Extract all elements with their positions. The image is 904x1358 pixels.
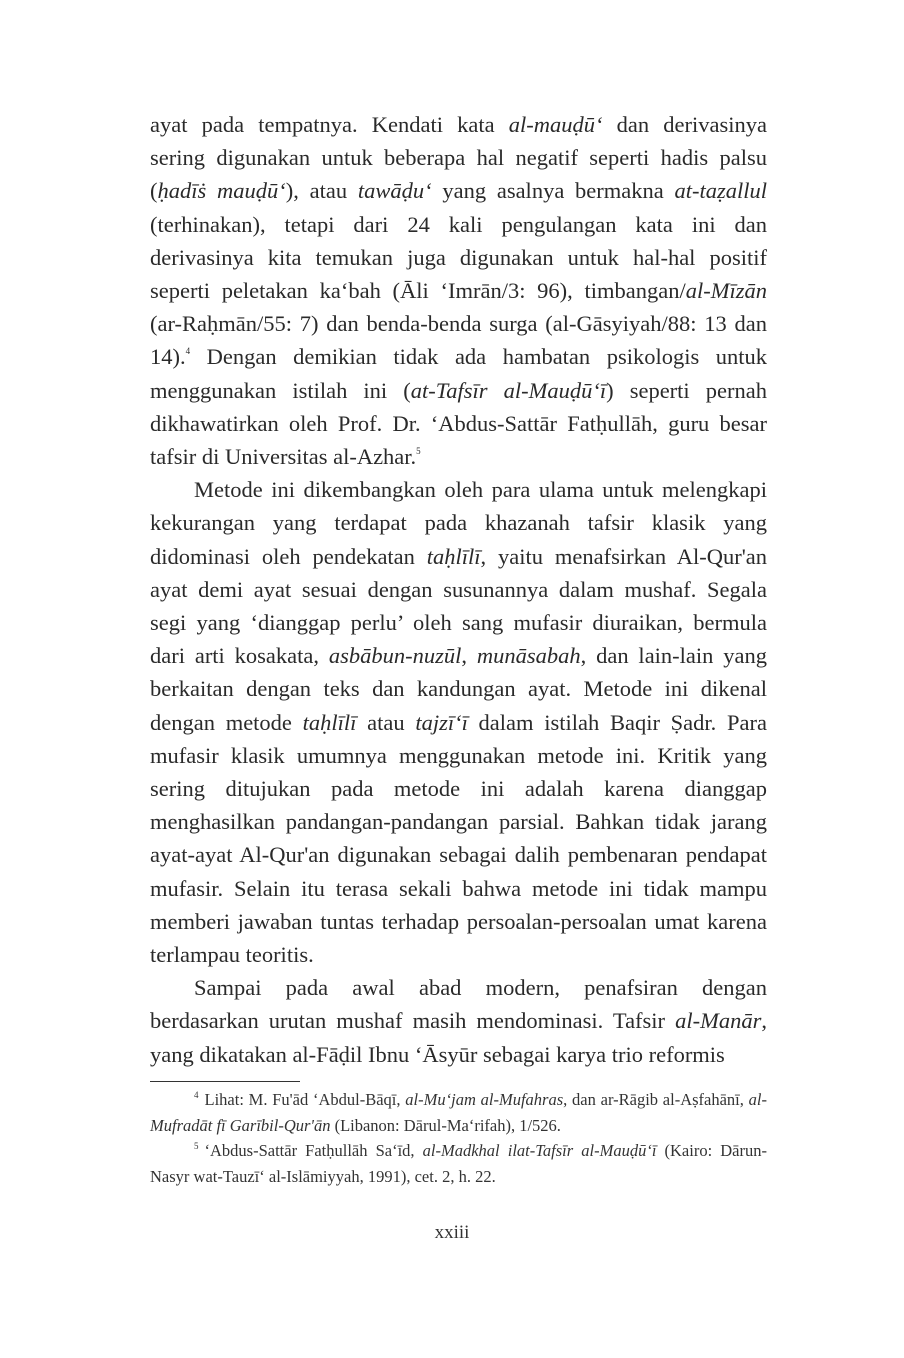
footnote-text (150, 1141, 767, 1186)
text-run: (Libanon: Dārul-Ma‘rifah), 1/526. (330, 1115, 561, 1135)
text-run: Metode ini dikembangkan oleh para ulama untuk melengkapi kekurangan yang terdapat pada khazanah tafsir klasik yang didominasi oleh pendekatan (150, 477, 767, 569)
text-run: , dan ar-Rāgib al-Aṣfahānī, (563, 1090, 749, 1109)
main-text (150, 108, 767, 1071)
footnote (150, 1138, 767, 1189)
italic-term: al-Mu‘jam al-Mufahras (405, 1090, 564, 1109)
text-run: ) seperti pernah dikhawatirkan oleh Prof. Dr. ‘Abdus-Sattār Fatḥullāh, guru besar tafsir di Universitas al-Azhar. (150, 377, 767, 470)
italic-term: al-Manār (675, 1008, 762, 1034)
italic-term: taḥlīlī (302, 709, 357, 735)
italic-term: tawāḍu‘ (357, 178, 432, 204)
footnote-text (150, 1090, 767, 1135)
text-run: dan derivasinya sering digunakan untuk beberapa hal negatif seperti hadis palsu ( (150, 112, 767, 204)
text-run: yang asalnya bermakna (431, 178, 675, 204)
footnote-ref: 4 (185, 346, 191, 357)
page-number: xxiii (434, 1222, 470, 1243)
text-run: ayat pada tempatnya. Kendati kata (150, 112, 509, 137)
text-run: Lihat: M. Fu'ād ‘Abdul-Bāqī, (204, 1090, 406, 1109)
italic-term: al-mauḍū‘ (508, 112, 603, 137)
text-run: , (461, 643, 477, 669)
italic-term: ḥadīṡ mauḍū‘ (157, 178, 286, 204)
text-run: (Kairo: Dārun-Nasyr wat-Tauzī‘ al-Islāmiyyah, 1991), cet. 2, h. 22. (150, 1141, 767, 1186)
italic-term: taḥlīlī (426, 543, 481, 569)
footnote-separator (150, 1081, 300, 1082)
text-run: (terhinakan), tetapi dari 24 kali pengulangan kata ini dan derivasinya kita temukan juga digunakan untuk hal-hal positif seperti peletakan ka‘bah (Āli ‘Imrān/3: 96), timbangan/ (150, 211, 767, 304)
text-run: (ar-Raḥmān/55: 7) dan benda-benda surga (al-Gāsyiyah/88: 13 dan 14). (150, 311, 767, 370)
footnote-number: 5 (194, 1141, 199, 1151)
italic-term: tajzī‘ī (415, 709, 468, 735)
italic-term: al-Mufradāt fī Garībil-Qur'ān (150, 1090, 768, 1135)
text-run: Dengan demikian tidak ada hambatan psikologis untuk menggunakan istilah ini ( (150, 344, 767, 403)
footnote (150, 1087, 767, 1138)
footnotes (150, 1087, 767, 1189)
text-run: atau (356, 709, 416, 735)
italic-term: munāsabah (476, 643, 581, 669)
text-run: ), atau (285, 178, 358, 204)
footnote-number: 4 (194, 1090, 199, 1100)
italic-term: asbābun-nuzūl (328, 643, 462, 669)
paragraph (150, 473, 767, 971)
italic-term: at-taẓallul (674, 178, 768, 204)
text-run: , yang dikatakan al-Fāḍil Ibnu ‘Āsyūr sebagai karya trio reformis (150, 1008, 767, 1067)
text-run: ‘Abdus-Sattār Fatḥullāh Sa‘īd, (204, 1141, 423, 1160)
italic-term: at-Tafsīr al-Mauḍū‘ī (410, 377, 607, 403)
text-run: dalam istilah Baqir Ṣadr. Para mufasir klasik umumnya menggunakan metode ini. Kritik yang sering ditujukan pada metode ini adalah karena dianggap menghasilkan pandangan-pandangan parsial. Bahkan tidak jarang ayat-ayat Al-Qur'an digunakan sebagai dalih pembenaran pendapat mufasir. Selain itu terasa sekali bahwa metode ini tidak mampu memberi jawaban tuntas terhadap persoalan-persoalan umat karena terlampau teoritis. (150, 709, 767, 968)
text-run: , dan lain-lain yang berkaitan dengan teks dan kandungan ayat. Metode ini dikenal dengan metode (150, 643, 767, 735)
paragraph (150, 971, 767, 1071)
paragraph (150, 108, 767, 473)
text-run: , yaitu menafsirkan Al-Qur'an ayat demi ayat sesuai dengan susunannya dalam mushaf. Segala segi yang ‘dianggap perlu’ oleh sang mufasir diuraikan, bermula dari arti kosakata, (150, 543, 767, 669)
italic-term: al-Mīzān (685, 278, 767, 304)
italic-term: al-Madkhal ilat-Tafsīr al-Mauḍū‘ī (422, 1141, 657, 1160)
text-run: Sampai pada awal abad modern, penafsiran dengan berdasarkan urutan mushaf masih mendominasi. Tafsir (150, 975, 767, 1034)
footnote-ref: 5 (416, 446, 421, 457)
